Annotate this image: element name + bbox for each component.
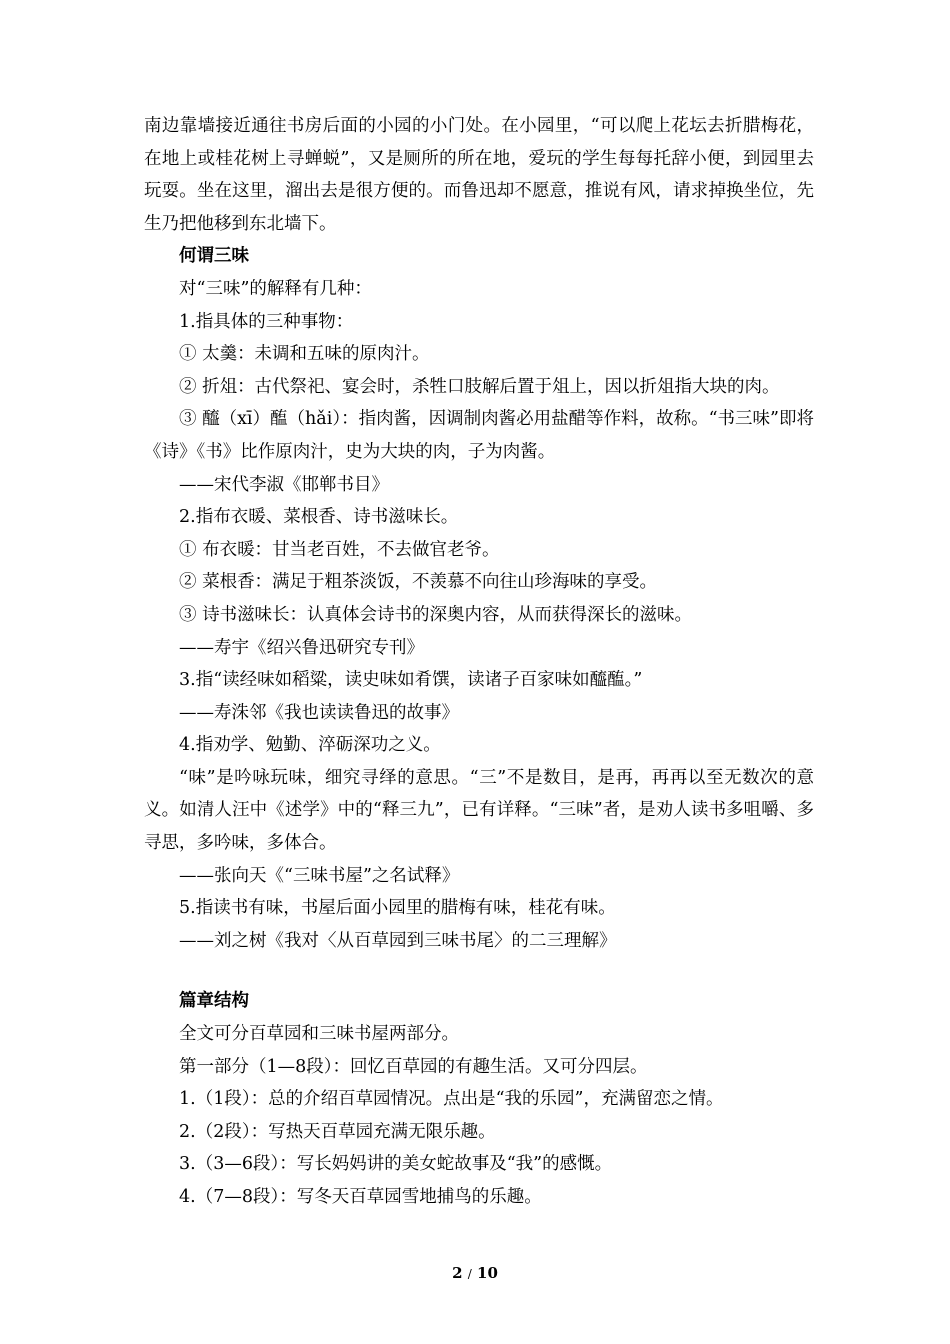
- paragraph: ① 太羹：未调和五味的原肉汁。: [179, 344, 430, 365]
- paragraph: ② 菜根香：满足于粗茶淡饭，不羡慕不向往山珍海味的享受。: [179, 572, 658, 593]
- total-pages: 10: [477, 1264, 498, 1282]
- paragraph: 1.（1段）：总的介绍百草园情况。点出是“我的乐园”，充满留恋之情。: [179, 1089, 724, 1110]
- paragraph: ——宋代李淑《邯郸书目》: [179, 474, 389, 495]
- paragraph: 南边靠墙接近通往书房后面的小园的小门处。在小园里，“可以爬上花坛去折腊梅花，在地上或桂花树上寻蝉蜕”，又是厕所的所在地，爱玩的学生每每托辞小便，到园里去玩耍。坐在这里，溜出去是很方便的。而鲁迅却不愿意，推说有风，请求掉换坐位，先生乃把他移到东北墙下。: [144, 116, 814, 234]
- paragraph: 2.指布衣暖、菜根香、诗书滋味长。: [179, 507, 459, 528]
- paragraph: “味”是吟咏玩味，细究寻绎的意思。“三”不是数目，是再，再再以至无数次的意义。如清人汪中《述学》中的“释三九”，已有详释。“三味”者，是劝人读书多咀嚼、多寻思，多吟味，多体合。: [144, 767, 814, 854]
- paragraph: 第一部分（1—8段）：回忆百草园的有趣生活。又可分四层。: [179, 1056, 648, 1077]
- paragraph: ——寿洙邻《我也读读鲁迅的故事》: [179, 702, 459, 723]
- paragraph: 4.（7—8段）：写冬天百草园雪地捕鸟的乐趣。: [179, 1187, 542, 1207]
- paragraph: 2.（2段）：写热天百草园充满无限乐趣。: [179, 1121, 496, 1142]
- section-heading: 何谓三味: [179, 246, 249, 267]
- paragraph: 全文可分百草园和三味书屋两部分。: [179, 1024, 459, 1045]
- page-number: [0, 1264, 950, 1282]
- paragraph: ——张向天《“三味书屋”之名试释》: [179, 865, 460, 886]
- paragraph: ② 折俎：古代祭祀、宴会时，杀牲口肢解后置于俎上，因以折俎指大块的肉。: [179, 376, 780, 397]
- paragraph: 4.指劝学、勉勤、淬砺深功之义。: [179, 735, 441, 756]
- spacer: [144, 957, 814, 985]
- paragraph: 1.指具体的三种事物：: [179, 311, 354, 332]
- paragraph: 3.（3—6段）：写长妈妈讲的美女蛇故事及“我”的感慨。: [179, 1154, 613, 1175]
- paragraph: ——刘之树《我对〈从百草园到三味书尾〉的二三理解》: [179, 930, 617, 951]
- section-heading: 篇章结构: [179, 991, 249, 1012]
- paragraph: ③ 醯（xī）醢（hǎi）：指肉酱，因调制肉酱必用盐醋等作料，故称。“书三味”即将《诗》《书》比作原肉汁，史为大块的肉，子为肉酱。: [144, 409, 814, 462]
- paragraph: 对“三味”的解释有几种：: [179, 278, 372, 299]
- page-separator: /: [467, 1267, 472, 1281]
- current-page: 2: [452, 1264, 463, 1282]
- paragraph: ——寿宇《绍兴鲁迅研究专刊》: [179, 637, 424, 658]
- paragraph: 5.指读书有味，书屋后面小园里的腊梅有味，桂花有味。: [179, 898, 616, 919]
- paragraph: ① 布衣暖：甘当老百姓，不去做官老爷。: [179, 539, 500, 560]
- document-body: [144, 110, 814, 1214]
- paragraph: ③ 诗书滋味长：认真体会诗书的深奥内容，从而获得深长的滋味。: [179, 604, 693, 625]
- paragraph: 3.指“读经味如稻粱，读史味如肴馔，读诸子百家味如醯醢。”: [179, 670, 643, 691]
